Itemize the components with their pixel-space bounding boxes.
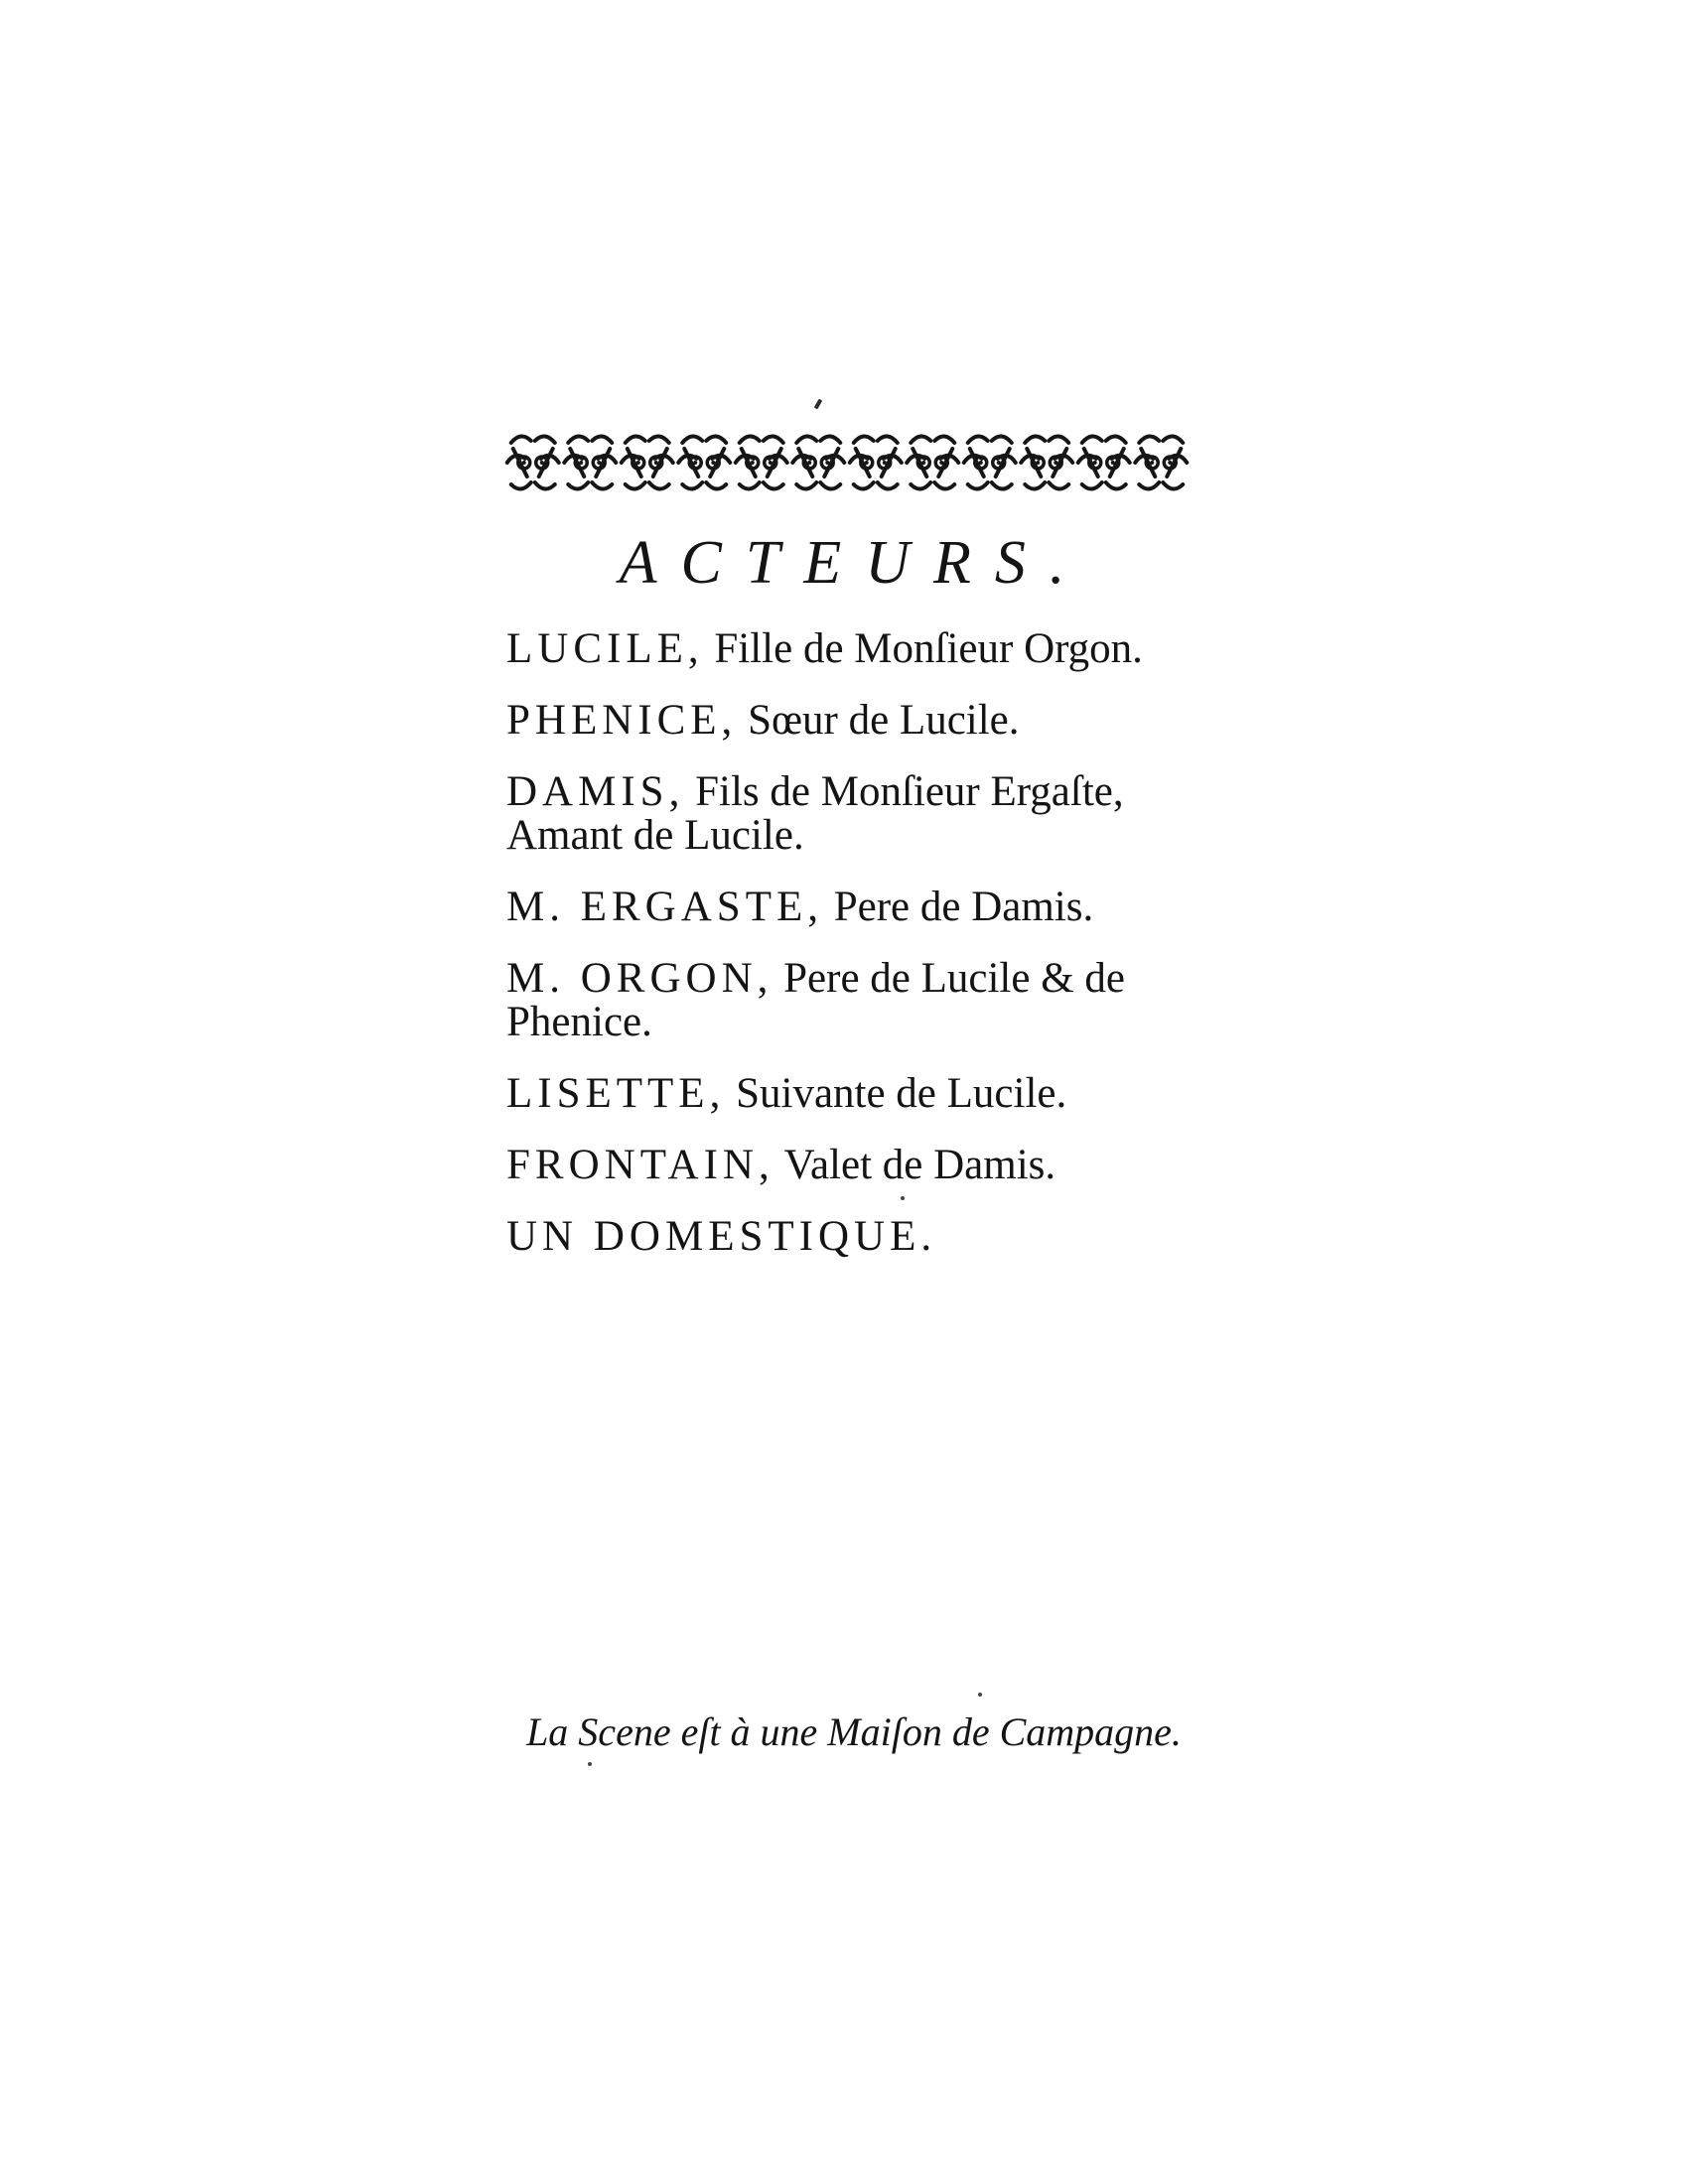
cast-description: Sœur de Lucile. (737, 697, 1020, 744)
fleuron-unit (1135, 436, 1187, 488)
cast-description: Fils de Monſieur Ergaſte, (684, 768, 1124, 815)
cast-item (506, 1072, 1201, 1116)
fleuron-unit (678, 436, 730, 488)
cast-item (506, 770, 1201, 858)
page-title: ACTEURS. (619, 529, 1089, 597)
fleuron-unit (907, 436, 958, 488)
cast-name: PHENICE, (506, 697, 738, 744)
ornament-band (504, 429, 1190, 496)
cast-name: UN DOMESTIQUE. (506, 1213, 937, 1260)
cast-name: LUCILE, (506, 625, 704, 672)
fleuron-unit (736, 436, 787, 488)
cast-description-continuation: Amant de Lucile. (506, 812, 804, 859)
cast-item (506, 1215, 1201, 1259)
fleuron-unit (507, 436, 559, 488)
ink-speck (978, 1693, 982, 1697)
fleuron-unit (792, 436, 844, 488)
cast-name: FRONTAIN, (506, 1142, 774, 1188)
ink-mark (814, 399, 822, 410)
fleuron-unit (1078, 436, 1130, 488)
cast-name: M. ORGON, (506, 955, 774, 1002)
cast-item (506, 699, 1201, 743)
cast-name: DAMIS, (506, 768, 685, 815)
cast-description: Pere de Lucile & de (773, 955, 1125, 1002)
cast-description-continuation: Phenice. (506, 999, 652, 1045)
fleuron-unit (964, 436, 1016, 488)
fleuron-ornament-icon (504, 429, 1190, 496)
fleuron-unit (564, 436, 616, 488)
cast-item (506, 957, 1201, 1044)
scene-setting: La Scene eſt à une Maiſon de Campagne. (526, 1709, 1182, 1754)
ink-speck (588, 1762, 592, 1766)
cast-description: Suivante de Lucile. (725, 1070, 1067, 1117)
cast-name: LISETTE, (506, 1070, 726, 1117)
cast-description: Valet de Damis. (774, 1142, 1056, 1188)
cast-description: Fille de Monſieur Orgon. (703, 625, 1143, 672)
fleuron-unit (622, 436, 673, 488)
cast-description: Pere de Damis. (822, 884, 1094, 930)
ink-speck (901, 1196, 905, 1200)
cast-item (506, 886, 1201, 929)
fleuron-unit (1021, 436, 1072, 488)
cast-item (506, 627, 1201, 671)
cast-list (506, 627, 1201, 1287)
cast-name: M. ERGASTE, (506, 884, 823, 930)
fleuron-unit (850, 436, 902, 488)
cast-item (506, 1144, 1201, 1187)
